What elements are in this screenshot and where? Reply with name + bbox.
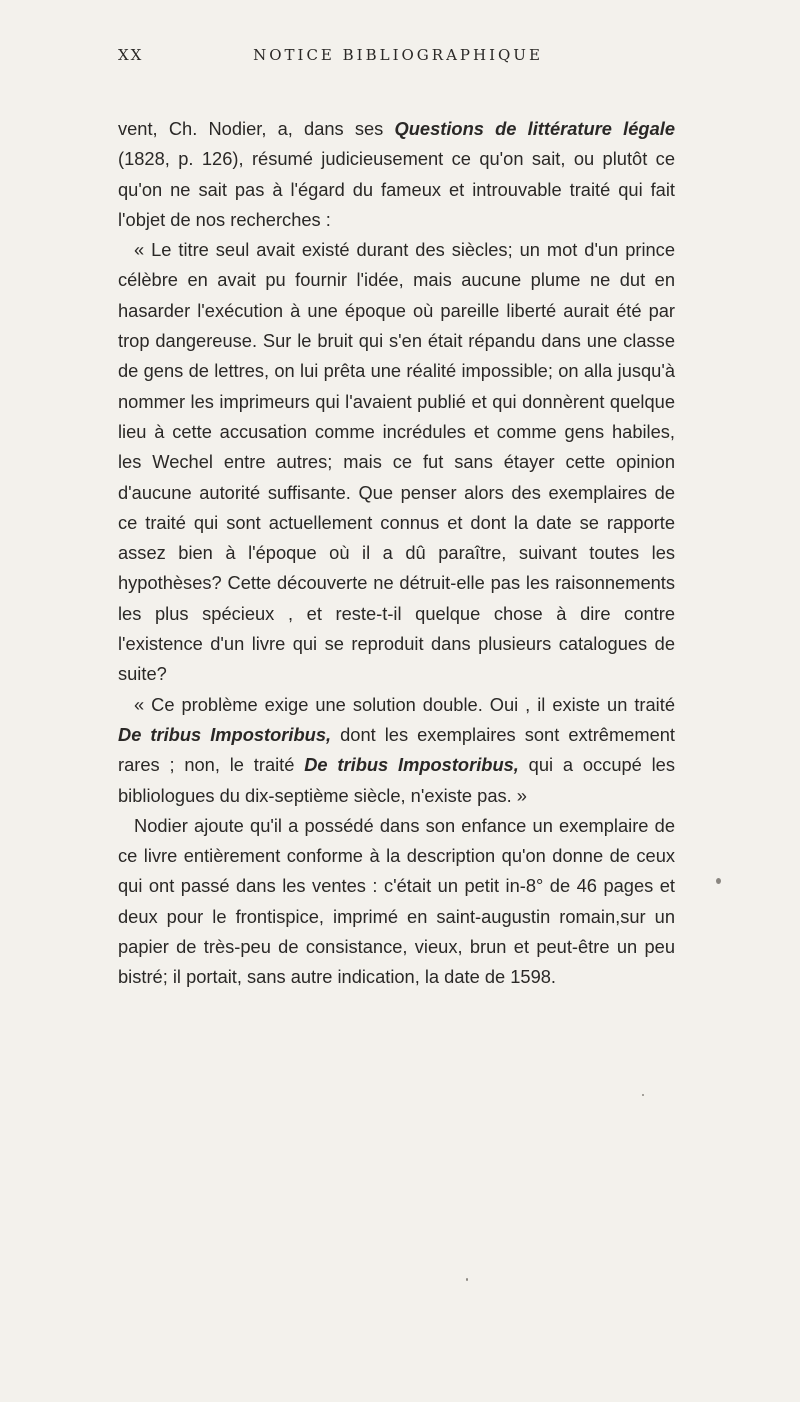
paragraph-4 xyxy=(118,811,675,993)
paper-speck xyxy=(716,878,721,884)
text-run: (1828, p. 126), résumé judicieusement ce qu'on sait, ou plutôt ce qu'on ne sait pas à l'égard du fameux et introuvable traité qui fait l'objet de nos recherches : xyxy=(118,148,675,230)
text-run: vent, Ch. Nodier, a, dans ses xyxy=(118,118,395,139)
text-run: « Ce problème exige une solution double. Oui , il existe un traité xyxy=(134,693,675,715)
italic-title: De tribus Impostoribus, xyxy=(304,754,519,776)
running-title: NOTICE BIBLIOGRAPHIQUE xyxy=(253,46,543,64)
body-text xyxy=(118,114,675,993)
paragraph-3 xyxy=(118,690,675,811)
text-run: dont les exemplaires sont extrêmement rares ; non, le traité xyxy=(118,723,675,776)
italic-title: Questions de littérature légale xyxy=(394,118,675,139)
paragraph-2 xyxy=(118,235,675,689)
text-run: qui a occupé les bibliologues du dix-septième siècle, n'existe pas. » xyxy=(118,754,675,806)
paper-speck xyxy=(466,1278,468,1281)
page-header xyxy=(118,46,678,72)
text-run: Nodier ajoute qu'il a possédé dans son enfance un exemplaire de ce livre entièrement conforme à la description qu'on donne de ceux qui ont passé dans les ventes : c'était un petit in-8° de 46 pages et deux pour le frontispice, imprimé en saint-augustin romain,sur un papier de très-peu de consistance, vieux, brun et peut-être un peu bistré; il portait, sans autre indication, la date de 1598. xyxy=(118,814,675,988)
page-number: XX xyxy=(118,46,144,64)
text-run: « Le titre seul avait existé durant des siècles; un mot d'un prince célèbre en avait pu fournir l'idée, mais aucune plume ne dut en hasarder l'exécution à une époque où pareille liberté aurait été par trop dangereuse. Sur le bruit qui s'en était répandu dans une classe de gens de lettres, on lui prêta une réalité impossible; on alla jusqu'à nommer les imprimeurs qui l'avaient publié et qui donnèrent quelque lieu à cette accusation comme incrédules et comme gens habiles, les Wechel entre autres; mais ce fut sans étayer cette opinion d'aucune autorité suffisante. Que penser alors des exemplaires de ce traité qui sont actuellement connus et dont la date se rapporte assez bien à l'époque où il a dû paraître, suivant toutes les hypothèses? Cette découverte ne détruit-elle pas les raisonnements les plus spécieux , et reste-t-il quelque chose à dire contre l'existence d'un livre qui se reproduit dans plusieurs catalogues de suite? xyxy=(118,239,675,685)
italic-title: De tribus Impostoribus, xyxy=(118,723,332,745)
paragraph-1 xyxy=(118,114,675,235)
paper-speck xyxy=(642,1094,644,1096)
